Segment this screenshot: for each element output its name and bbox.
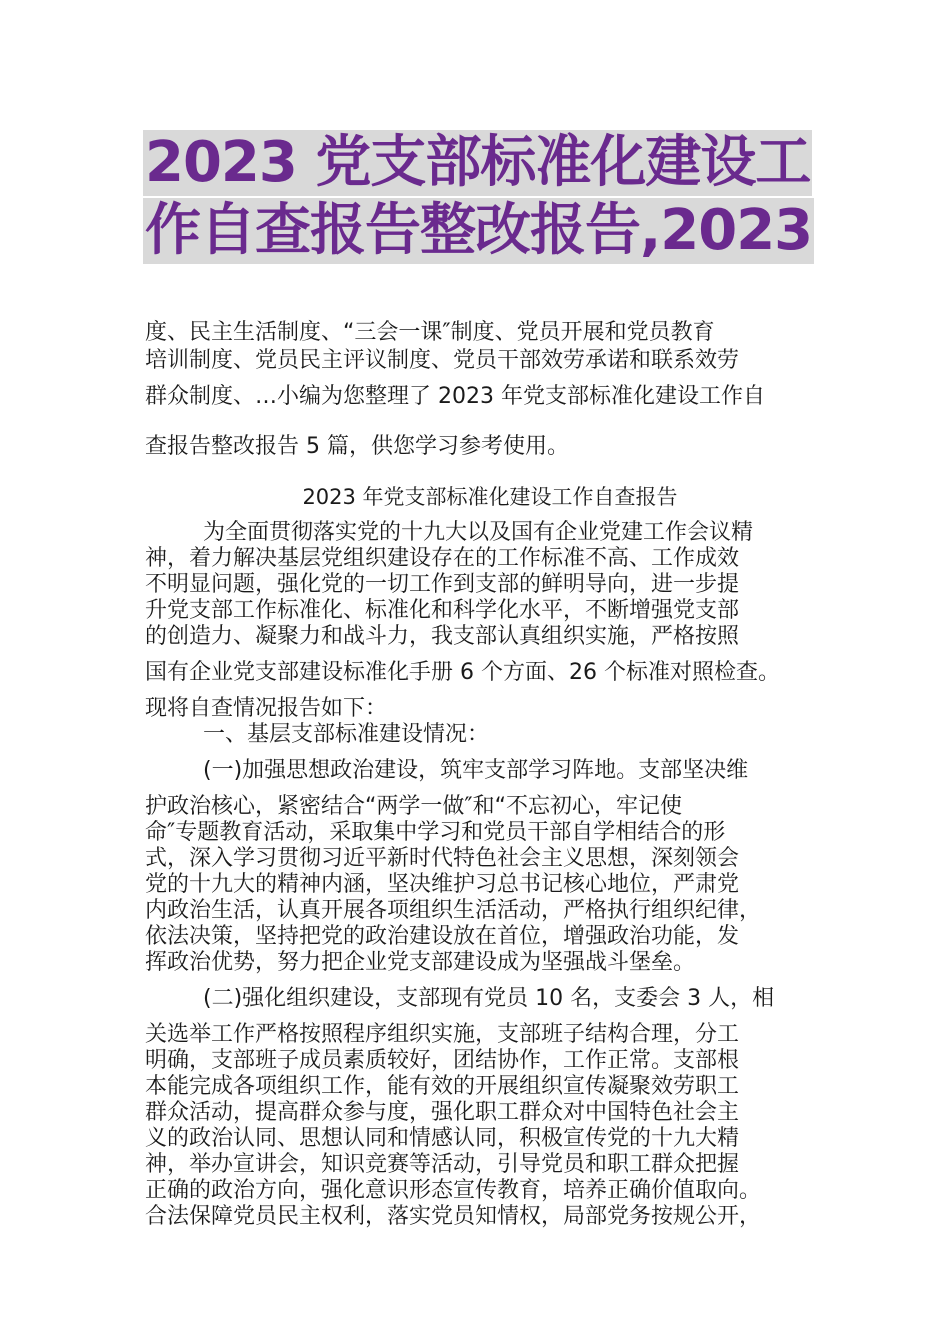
paragraph-line: 为全面贯彻落实党的十九大以及国有企业党建工作会议精: [203, 520, 754, 545]
paragraph-line: 不明显问题，强化党的一切工作到支部的鲜明导向，进一步提: [145, 572, 740, 597]
intro-line: 群众制度、…小编为您整理了 2023 年党支部标准化建设工作自: [145, 384, 765, 409]
paragraph-line: 义的政治认同、思想认同和情感认同，积极宣传党的十九大精: [145, 1126, 740, 1151]
paragraph-line: 神，着力解决基层党组织建设存在的工作标准不高、工作成效: [145, 546, 740, 571]
paragraph-line: 内政治生活，认真开展各项组织生活活动，严格执行组织纪律，: [145, 898, 762, 923]
paragraph-line: 神，举办宣讲会，知识竞赛等活动，引导党员和职工群众把握: [145, 1152, 740, 1177]
paragraph-line: 依法决策，坚持把党的政治建设放在首位，增强政治功能，发: [145, 924, 740, 949]
intro-line: 查报告整改报告 5 篇，供您学习参考使用。: [145, 434, 569, 459]
intro-line: 度、民主生活制度、“三会一课″制度、党员开展和党员教育: [145, 320, 715, 345]
paragraph-line: 明确，支部班子成员素质较好，团结协作，工作正常。支部根: [145, 1048, 740, 1073]
section-heading: 2023 年党支部标准化建设工作自查报告: [302, 485, 678, 509]
paragraph-line: 命″专题教育活动，采取集中学习和党员干部自学相结合的形: [145, 820, 726, 845]
paragraph-line: 式，深入学习贯彻习近平新时代特色社会主义思想，深刻领会: [145, 846, 740, 871]
intro-line: 培训制度、党员民主评议制度、党员干部效劳承诺和联系效劳: [145, 348, 740, 373]
paragraph-line: 升党支部工作标准化、标准化和科学化水平，不断增强党支部: [145, 598, 740, 623]
title-line-2: 作自查报告整改报告,2023: [145, 198, 813, 263]
paragraph-line: 正确的政治方向，强化意识形态宣传教育，培养正确价值取向。: [145, 1178, 762, 1203]
document-title: [143, 130, 813, 264]
paragraph-line: 现将自查情况报告如下：: [145, 696, 388, 721]
paragraph-line: 本能完成各项组织工作，能有效的开展组织宣传凝聚效劳职工: [145, 1074, 740, 1099]
paragraph-line: 群众活动，提高群众参与度，强化职工群众对中国特色社会主: [145, 1100, 740, 1125]
subheading: 一、基层支部标准建设情况：: [203, 722, 490, 747]
paragraph-line: 护政治核心，紧密结合“两学一做″和“不忘初心，牢记使: [145, 794, 683, 819]
paragraph-line: 党的十九大的精神内涵，坚决维护习总书记核心地位，严肃党: [145, 872, 740, 897]
paragraph-line: (一)加强思想政治建设，筑牢支部学习阵地。支部坚决维: [203, 758, 749, 783]
paragraph-line: 挥政治优势，努力把企业党支部建设成为坚强战斗堡垒。: [145, 950, 696, 975]
paragraph-line: (二)强化组织建设，支部现有党员 10 名，支委会 3 人，相: [203, 986, 775, 1011]
paragraph-line: 国有企业党支部建设标准化手册 6 个方面、26 个标准对照检查。: [145, 660, 780, 685]
paragraph-line: 的创造力、凝聚力和战斗力，我支部认真组织实施，严格按照: [145, 624, 740, 649]
paragraph-line: 合法保障党员民主权利，落实党员知情权，局部党务按规公开，: [145, 1204, 762, 1229]
title-line-1: 2023 党支部标准化建设工: [145, 130, 811, 195]
paragraph-line: 关选举工作严格按照程序组织实施，支部班子结构合理，分工: [145, 1022, 740, 1047]
